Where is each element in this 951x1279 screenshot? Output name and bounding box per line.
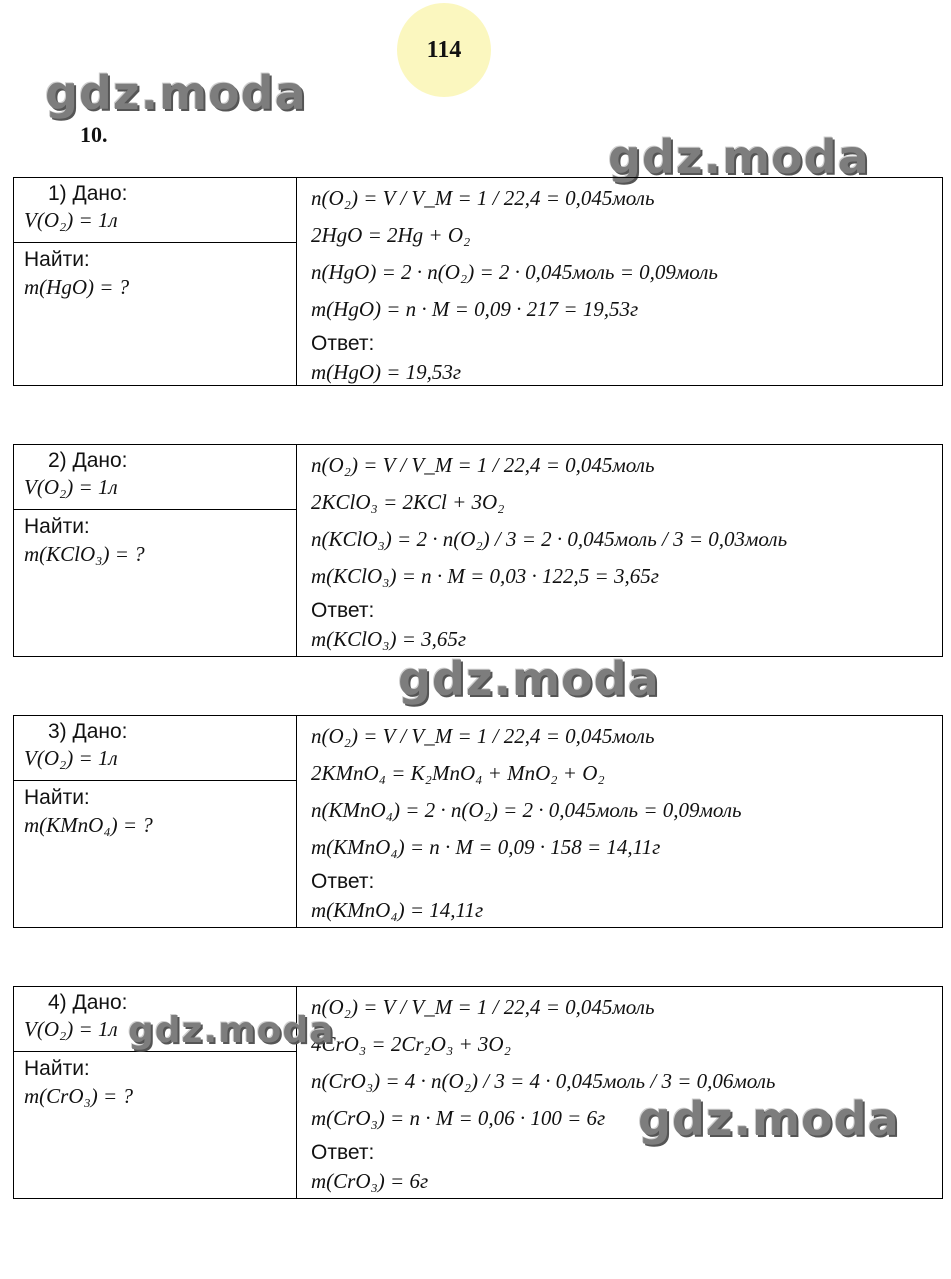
task-2 xyxy=(13,444,943,657)
find-section xyxy=(14,781,296,927)
solution-line: m(KClO₃) = n · M = 0,03 · 122,5 = 3,65г xyxy=(311,564,659,588)
answer-formula: m(CrO₃) = 6г xyxy=(311,1169,429,1193)
answer-label: Ответ: xyxy=(311,1141,375,1164)
find-section xyxy=(14,510,296,656)
task-label: 4) Дано: xyxy=(48,991,128,1014)
watermark: gdz.moda xyxy=(398,652,660,706)
solution-line: n(O₂) = V / V_M = 1 / 22,4 = 0,045моль xyxy=(311,724,655,748)
task-label: 2) Дано: xyxy=(48,449,128,472)
exercise-number: 10. xyxy=(80,122,108,147)
task-label: 3) Дано: xyxy=(48,720,128,743)
page-number-badge xyxy=(397,3,491,97)
solution-line: 4CrO₃ = 2Cr₂O₃ + 3O₂ xyxy=(311,1032,511,1056)
solution-line: m(KMnO₄) = n · M = 0,09 · 158 = 14,11г xyxy=(311,835,661,859)
solution-line: n(HgO) = 2 · n(O₂) = 2 · 0,045моль = 0,09моль xyxy=(311,260,718,284)
find-formula: m(HgO) = ? xyxy=(24,275,130,299)
answer-label: Ответ: xyxy=(311,599,375,622)
find-formula: m(CrO₃) = ? xyxy=(24,1084,133,1108)
watermark: gdz.moda xyxy=(128,1010,335,1051)
answer-formula: m(HgO) = 19,53г xyxy=(311,360,462,384)
given-formula: V(O₂) = 1л xyxy=(24,475,118,499)
answer-label: Ответ: xyxy=(311,332,375,355)
find-section xyxy=(14,243,296,385)
answer-formula: m(KMnO₄) = 14,11г xyxy=(311,898,484,922)
watermark: gdz.moda xyxy=(638,1092,900,1146)
solution-line: m(CrO₃) = n · M = 0,06 · 100 = 6г xyxy=(311,1106,606,1130)
find-label: Найти: xyxy=(24,515,90,538)
task-1 xyxy=(13,177,943,386)
task-3 xyxy=(13,715,943,928)
task-label: 1) Дано: xyxy=(48,182,128,205)
answer-formula: m(KClO₃) = 3,65г xyxy=(311,627,467,651)
solution-line: 2HgO = 2Hg + O₂ xyxy=(311,223,471,247)
find-formula: m(KMnO₄) = ? xyxy=(24,813,153,837)
solution-line: 2KClO₃ = 2KCl + 3O₂ xyxy=(311,490,505,514)
solution-line: m(HgO) = n · M = 0,09 · 217 = 19,53г xyxy=(311,297,639,321)
solution-column xyxy=(297,716,942,927)
find-label: Найти: xyxy=(24,786,90,809)
find-section xyxy=(14,1052,296,1198)
watermark: gdz.moda xyxy=(45,66,307,120)
solution-line: n(O₂) = V / V_M = 1 / 22,4 = 0,045моль xyxy=(311,453,655,477)
find-formula: m(KClO₃) = ? xyxy=(24,542,145,566)
page-number: 114 xyxy=(426,36,462,63)
solution-column xyxy=(297,178,942,385)
solution-line: 2KMnO₄ = K₂MnO₄ + MnO₂ + O₂ xyxy=(311,761,605,785)
given-formula: V(O₂) = 1л xyxy=(24,208,118,232)
answer-label: Ответ: xyxy=(311,870,375,893)
given-section xyxy=(14,178,296,243)
find-label: Найти: xyxy=(24,248,90,271)
solution-line: n(O₂) = V / V_M = 1 / 22,4 = 0,045моль xyxy=(311,186,655,210)
watermark: gdz.moda xyxy=(608,130,870,184)
given-formula: V(O₂) = 1л xyxy=(24,1017,118,1041)
given-section xyxy=(14,716,296,781)
solution-line: n(KClO₃) = 2 · n(O₂) / 3 = 2 · 0,045моль / 3 = 0,03моль xyxy=(311,527,788,551)
given-column xyxy=(14,178,297,385)
solution-line: n(KMnO₄) = 2 · n(O₂) = 2 · 0,045моль = 0,09моль xyxy=(311,798,742,822)
solution-line: n(O₂) = V / V_M = 1 / 22,4 = 0,045моль xyxy=(311,995,655,1019)
solution-line: n(CrO₃) = 4 · n(O₂) / 3 = 4 · 0,045моль / 3 = 0,06моль xyxy=(311,1069,776,1093)
given-formula: V(O₂) = 1л xyxy=(24,746,118,770)
given-column xyxy=(14,445,297,656)
given-column xyxy=(14,716,297,927)
solution-column xyxy=(297,445,942,656)
given-section xyxy=(14,445,296,510)
find-label: Найти: xyxy=(24,1057,90,1080)
